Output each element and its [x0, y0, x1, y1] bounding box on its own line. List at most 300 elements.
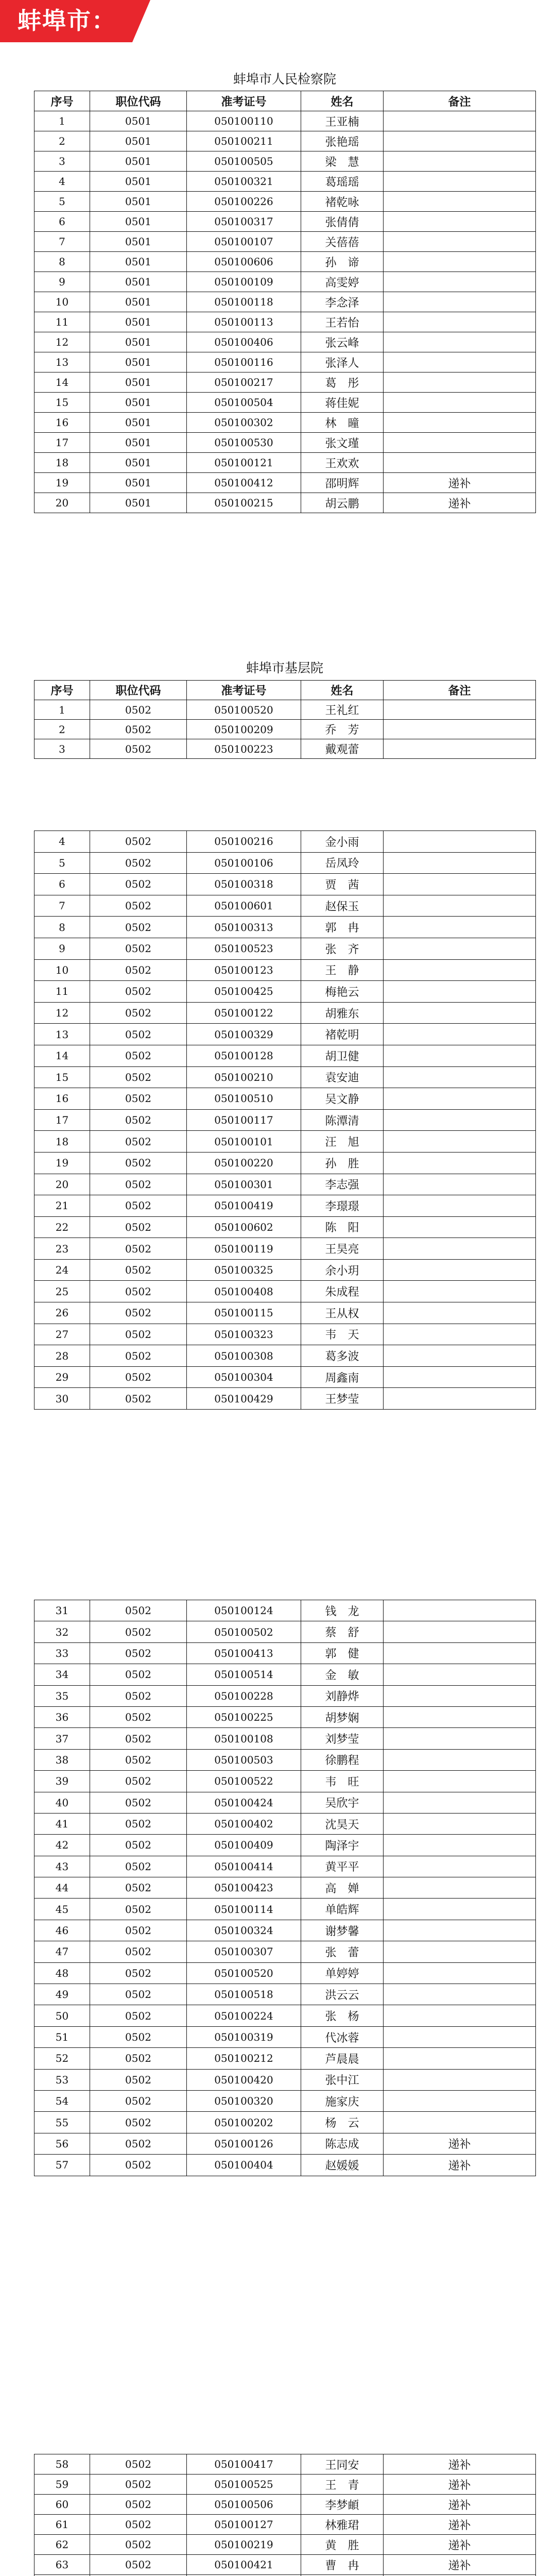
cell-seq: 24 — [34, 1259, 90, 1281]
cell-note: 递补 — [384, 2495, 536, 2515]
cell-name: 李念泽 — [301, 292, 384, 312]
cell-seq: 56 — [34, 2133, 90, 2154]
table-row — [34, 1792, 536, 1813]
cell-exam: 050100228 — [187, 1685, 301, 1706]
cell-code: 0502 — [90, 1749, 187, 1770]
cell-exam: 050100119 — [187, 1238, 301, 1260]
cell-note — [384, 1324, 536, 1345]
cell-code: 0502 — [90, 739, 187, 759]
cell-seq: 31 — [34, 1600, 90, 1621]
cell-seq: 10 — [34, 292, 90, 312]
cell-code: 0501 — [90, 332, 187, 352]
table-row — [34, 1366, 536, 1388]
cell-code: 0502 — [90, 1621, 187, 1642]
cell-seq: 11 — [34, 312, 90, 332]
table-row — [34, 493, 536, 513]
cell-code: 0502 — [90, 1281, 187, 1302]
cell-exam: 050100317 — [187, 212, 301, 232]
cell-name: 施家庆 — [301, 2090, 384, 2111]
cell-name: 曹 冉 — [301, 2555, 384, 2575]
cell-code: 0502 — [90, 2090, 187, 2111]
cell-exam: 050100522 — [187, 1771, 301, 1792]
cell-note — [384, 1002, 536, 1024]
table-procuratorate — [34, 91, 536, 513]
cell-exam: 050100127 — [187, 2515, 301, 2535]
cell-code: 0502 — [90, 1600, 187, 1621]
cell-code: 0502 — [90, 2475, 187, 2495]
cell-note — [384, 1856, 536, 1877]
cell-name: 郭 健 — [301, 1642, 384, 1664]
cell-name: 汪 旭 — [301, 1131, 384, 1153]
cell-code: 0502 — [90, 1664, 187, 1685]
table-row — [34, 272, 536, 292]
cell-code: 0501 — [90, 393, 187, 413]
table-row — [34, 1002, 536, 1024]
cell-note — [384, 739, 536, 759]
cell-exam: 050100320 — [187, 2090, 301, 2111]
table-row — [34, 1642, 536, 1664]
cell-code: 0502 — [90, 2133, 187, 2154]
cell-note: 递补 — [384, 2475, 536, 2495]
table-row — [34, 131, 536, 151]
header-note: 备注 — [384, 681, 536, 700]
cell-note — [384, 252, 536, 272]
cell-name: 乔 芳 — [301, 720, 384, 739]
table-row — [34, 1045, 536, 1066]
cell-seq: 54 — [34, 2090, 90, 2111]
table-row — [34, 895, 536, 917]
table-row — [34, 1962, 536, 1984]
cell-note — [384, 1962, 536, 1984]
cell-note — [384, 1984, 536, 2005]
header-exam: 准考证号 — [187, 91, 301, 111]
cell-note — [384, 1685, 536, 1706]
cell-code: 0502 — [90, 1685, 187, 1706]
cell-name: 谢梦馨 — [301, 1920, 384, 1941]
cell-code: 0501 — [90, 131, 187, 151]
cell-note — [384, 1664, 536, 1685]
cell-name: 刘梦莹 — [301, 1728, 384, 1749]
cell-exam: 050100225 — [187, 1706, 301, 1727]
table-row — [34, 1324, 536, 1345]
table-row — [34, 1345, 536, 1367]
cell-seq: 20 — [34, 493, 90, 513]
cell-note — [384, 292, 536, 312]
cell-exam: 050100425 — [187, 981, 301, 1003]
cell-code: 0502 — [90, 1302, 187, 1324]
table-header-row — [34, 91, 536, 111]
cell-exam: 050100318 — [187, 874, 301, 895]
cell-exam: 050100216 — [187, 831, 301, 853]
cell-exam: 050100413 — [187, 1642, 301, 1664]
cell-name: 赵保玉 — [301, 895, 384, 917]
cell-exam: 050100308 — [187, 1345, 301, 1367]
cell-exam: 050100409 — [187, 1835, 301, 1856]
cell-code: 0502 — [90, 1066, 187, 1088]
cell-name: 刘静烨 — [301, 1685, 384, 1706]
cell-exam: 050100429 — [187, 1388, 301, 1410]
table-row — [34, 332, 536, 352]
cell-name: 金小雨 — [301, 831, 384, 853]
cell-name: 代冰蓉 — [301, 2026, 384, 2047]
cell-exam: 050100115 — [187, 1302, 301, 1324]
cell-code: 0502 — [90, 917, 187, 938]
cell-exam: 050100402 — [187, 1813, 301, 1834]
cell-code: 0502 — [90, 1259, 187, 1281]
cell-seq: 9 — [34, 272, 90, 292]
cell-seq: 50 — [34, 2005, 90, 2026]
cell-code: 0502 — [90, 1045, 187, 1066]
cell-note — [384, 111, 536, 131]
cell-seq: 17 — [34, 433, 90, 453]
cell-note — [384, 1941, 536, 1962]
cell-exam: 050100301 — [187, 1174, 301, 1195]
cell-exam: 050100217 — [187, 372, 301, 393]
cell-seq: 45 — [34, 1899, 90, 1920]
cell-note — [384, 1771, 536, 1792]
cell-exam: 050100110 — [187, 111, 301, 131]
cell-note — [384, 1706, 536, 1727]
table-row — [34, 1088, 536, 1110]
cell-exam: 050100329 — [187, 1024, 301, 1045]
cell-exam: 050100220 — [187, 1152, 301, 1174]
cell-seq: 15 — [34, 393, 90, 413]
cell-seq: 3 — [34, 739, 90, 759]
cell-exam: 050100408 — [187, 1281, 301, 1302]
cell-seq: 10 — [34, 959, 90, 981]
cell-exam: 050100602 — [187, 1216, 301, 1238]
header-code: 职位代码 — [90, 681, 187, 700]
cell-seq: 49 — [34, 1984, 90, 2005]
cell-name: 蒋佳妮 — [301, 393, 384, 413]
cell-name: 王礼红 — [301, 700, 384, 720]
table-row — [34, 1685, 536, 1706]
cell-note — [384, 1216, 536, 1238]
cell-code: 0502 — [90, 2555, 187, 2575]
cell-name: 陶泽宇 — [301, 1835, 384, 1856]
cell-name: 陈志成 — [301, 2133, 384, 2154]
cell-exam: 050100107 — [187, 232, 301, 252]
cell-exam: 050100123 — [187, 959, 301, 981]
cell-exam: 050100601 — [187, 895, 301, 917]
cell-code: 0502 — [90, 981, 187, 1003]
table-row — [34, 1835, 536, 1856]
cell-seq: 43 — [34, 1856, 90, 1877]
cell-code: 0502 — [90, 1216, 187, 1238]
cell-seq: 58 — [34, 2454, 90, 2475]
table-row — [34, 1920, 536, 1941]
section-title-procuratorate: 蚌埠市人民检察院 — [233, 72, 336, 87]
cell-exam: 050100523 — [187, 938, 301, 959]
cell-name: 芦晨晨 — [301, 2048, 384, 2069]
cell-note: 递补 — [384, 2515, 536, 2535]
cell-code: 0502 — [90, 1174, 187, 1195]
cell-exam: 050100124 — [187, 1600, 301, 1621]
cell-exam: 050100215 — [187, 493, 301, 513]
cell-name: 张艳瑶 — [301, 131, 384, 151]
table-row — [34, 2112, 536, 2133]
cell-name: 葛瑶瑶 — [301, 172, 384, 192]
table-row — [34, 1771, 536, 1792]
cell-code: 0501 — [90, 312, 187, 332]
cell-seq: 32 — [34, 1621, 90, 1642]
cell-name: 王梦莹 — [301, 1388, 384, 1410]
cell-exam: 050100404 — [187, 2155, 301, 2176]
cell-seq: 55 — [34, 2112, 90, 2133]
table-row — [34, 739, 536, 759]
cell-note: 递补 — [384, 2555, 536, 2575]
cell-exam: 050100520 — [187, 1962, 301, 1984]
cell-seq: 19 — [34, 1152, 90, 1174]
cell-note — [384, 312, 536, 332]
cell-note — [384, 1109, 536, 1131]
cell-code: 0502 — [90, 1195, 187, 1217]
section-title-grassroots: 蚌埠市基层院 — [246, 660, 323, 675]
table-row — [34, 453, 536, 473]
header-note: 备注 — [384, 91, 536, 111]
cell-name: 葛多波 — [301, 1345, 384, 1367]
cell-seq: 5 — [34, 192, 90, 212]
cell-exam: 050100506 — [187, 2495, 301, 2515]
cell-code: 0501 — [90, 111, 187, 131]
cell-note — [384, 1238, 536, 1260]
cell-seq: 29 — [34, 1366, 90, 1388]
cell-note — [384, 433, 536, 453]
header-name: 姓名 — [301, 681, 384, 700]
table-row — [34, 917, 536, 938]
cell-note — [384, 413, 536, 433]
cell-name: 余小玥 — [301, 1259, 384, 1281]
cell-seq: 16 — [34, 1088, 90, 1110]
table-row — [34, 2005, 536, 2026]
cell-name: 单婷婷 — [301, 1962, 384, 1984]
table-row — [34, 938, 536, 959]
cell-name: 贾 茜 — [301, 874, 384, 895]
cell-seq: 35 — [34, 1685, 90, 1706]
cell-seq: 2 — [34, 720, 90, 739]
cell-note — [384, 959, 536, 981]
cell-code: 0502 — [90, 2495, 187, 2515]
cell-seq: 6 — [34, 212, 90, 232]
cell-exam: 050100321 — [187, 172, 301, 192]
cell-seq: 21 — [34, 1195, 90, 1217]
header-seq: 序号 — [34, 681, 90, 700]
cell-code: 0502 — [90, 1642, 187, 1664]
cell-code: 0502 — [90, 1792, 187, 1813]
table-row — [34, 212, 536, 232]
cell-code: 0502 — [90, 1899, 187, 1920]
cell-seq: 19 — [34, 473, 90, 493]
cell-code: 0501 — [90, 453, 187, 473]
cell-name: 胡雅东 — [301, 1002, 384, 1024]
cell-code: 0502 — [90, 1024, 187, 1045]
cell-seq: 27 — [34, 1324, 90, 1345]
cell-code: 0502 — [90, 1002, 187, 1024]
cell-note — [384, 1152, 536, 1174]
cell-note — [384, 151, 536, 172]
cell-code: 0502 — [90, 938, 187, 959]
cell-code: 0502 — [90, 1324, 187, 1345]
cell-seq: 22 — [34, 1216, 90, 1238]
cell-name: 孙 胜 — [301, 1152, 384, 1174]
cell-note — [384, 1259, 536, 1281]
cell-code: 0502 — [90, 2026, 187, 2047]
cell-note — [384, 212, 536, 232]
cell-seq: 20 — [34, 1174, 90, 1195]
cell-exam: 050100117 — [187, 1109, 301, 1131]
cell-seq: 41 — [34, 1813, 90, 1834]
cell-exam: 050100209 — [187, 720, 301, 739]
table-row — [34, 2475, 536, 2495]
table-row — [34, 1174, 536, 1195]
cell-seq: 11 — [34, 981, 90, 1003]
cell-exam: 050100116 — [187, 352, 301, 372]
cell-code: 0501 — [90, 493, 187, 513]
cell-seq: 25 — [34, 1281, 90, 1302]
cell-code: 0502 — [90, 2048, 187, 2069]
cell-code: 0502 — [90, 1771, 187, 1792]
table-row — [34, 2495, 536, 2515]
table-row — [34, 1621, 536, 1642]
cell-exam: 050100421 — [187, 2555, 301, 2575]
cell-note — [384, 938, 536, 959]
cell-exam: 050100503 — [187, 1749, 301, 1770]
cell-name: 单皓辉 — [301, 1899, 384, 1920]
cell-seq: 1 — [34, 111, 90, 131]
cell-name: 梁 慧 — [301, 151, 384, 172]
cell-code: 0502 — [90, 1941, 187, 1962]
cell-name: 张中江 — [301, 2069, 384, 2090]
cell-name: 金 敏 — [301, 1664, 384, 1685]
header-seq: 序号 — [34, 91, 90, 111]
cell-code: 0501 — [90, 433, 187, 453]
table-header-row — [34, 681, 536, 700]
cell-exam: 050100226 — [187, 192, 301, 212]
table-row — [34, 2454, 536, 2475]
cell-name: 洪云云 — [301, 1984, 384, 2005]
cell-seq: 5 — [34, 852, 90, 874]
cell-note — [384, 1749, 536, 1770]
cell-name: 黄平平 — [301, 1856, 384, 1877]
cell-seq: 7 — [34, 895, 90, 917]
cell-name: 王 青 — [301, 2475, 384, 2495]
table-row — [34, 393, 536, 413]
cell-note — [384, 1281, 536, 1302]
cell-name: 沈昊天 — [301, 1813, 384, 1834]
cell-note: 递补 — [384, 493, 536, 513]
cell-name: 张泽人 — [301, 352, 384, 372]
cell-seq: 51 — [34, 2026, 90, 2047]
cell-note: 递补 — [384, 2133, 536, 2154]
cell-exam: 050100202 — [187, 2112, 301, 2133]
cell-code: 0502 — [90, 2535, 187, 2555]
cell-code: 0501 — [90, 272, 187, 292]
cell-name: 李璟璟 — [301, 1195, 384, 1217]
table-row — [34, 2535, 536, 2555]
cell-exam: 050100304 — [187, 1366, 301, 1388]
cell-seq: 14 — [34, 372, 90, 393]
cell-note: 递补 — [384, 2535, 536, 2555]
header-exam: 准考证号 — [187, 681, 301, 700]
cell-code: 0502 — [90, 1877, 187, 1899]
table-row — [34, 1131, 536, 1153]
cell-code: 0502 — [90, 1088, 187, 1110]
cell-note: 递补 — [384, 473, 536, 493]
cell-exam: 050100412 — [187, 473, 301, 493]
cell-exam: 050100419 — [187, 1195, 301, 1217]
cell-seq: 18 — [34, 1131, 90, 1153]
table-row — [34, 1238, 536, 1260]
cell-name: 张 蕾 — [301, 1941, 384, 1962]
cell-seq: 33 — [34, 1642, 90, 1664]
cell-seq: 15 — [34, 1066, 90, 1088]
cell-note — [384, 372, 536, 393]
cell-note — [384, 895, 536, 917]
cell-code: 0502 — [90, 1388, 187, 1410]
cell-note — [384, 453, 536, 473]
cell-name: 韦 旺 — [301, 1771, 384, 1792]
cell-code: 0502 — [90, 1131, 187, 1153]
cell-note — [384, 1920, 536, 1941]
cell-seq: 4 — [34, 172, 90, 192]
cell-note — [384, 1345, 536, 1367]
cell-seq: 44 — [34, 1877, 90, 1899]
cell-note — [384, 1600, 536, 1621]
cell-note — [384, 700, 536, 720]
cell-seq: 61 — [34, 2515, 90, 2535]
cell-name: 林 曈 — [301, 413, 384, 433]
cell-name: 韦 天 — [301, 1324, 384, 1345]
cell-name: 钱 龙 — [301, 1600, 384, 1621]
table-row — [34, 2515, 536, 2535]
cell-name: 关蓓蓓 — [301, 232, 384, 252]
cell-note — [384, 831, 536, 853]
cell-code: 0502 — [90, 831, 187, 853]
table-row — [34, 1664, 536, 1685]
table-row — [34, 413, 536, 433]
table-row — [34, 959, 536, 981]
cell-exam: 050100504 — [187, 393, 301, 413]
cell-seq: 63 — [34, 2555, 90, 2575]
table-row — [34, 831, 536, 853]
cell-seq: 13 — [34, 352, 90, 372]
table-row — [34, 1856, 536, 1877]
cell-seq: 47 — [34, 1941, 90, 1962]
cell-name: 郭 冉 — [301, 917, 384, 938]
cell-code: 0502 — [90, 2005, 187, 2026]
cell-code: 0502 — [90, 2454, 187, 2475]
cell-exam: 050100126 — [187, 2133, 301, 2154]
cell-name: 杨 云 — [301, 2112, 384, 2133]
cell-code: 0501 — [90, 172, 187, 192]
cell-name: 陈潭清 — [301, 1109, 384, 1131]
table-row — [34, 1813, 536, 1834]
cell-code: 0502 — [90, 1813, 187, 1834]
cell-name: 吴文静 — [301, 1088, 384, 1110]
cell-code: 0502 — [90, 700, 187, 720]
cell-note — [384, 232, 536, 252]
cell-name: 胡云鹏 — [301, 493, 384, 513]
cell-note — [384, 172, 536, 192]
cell-name: 邵明辉 — [301, 473, 384, 493]
cell-code: 0502 — [90, 852, 187, 874]
cell-seq: 1 — [34, 700, 90, 720]
cell-name: 张倩倩 — [301, 212, 384, 232]
cell-seq: 36 — [34, 1706, 90, 1727]
cell-exam: 050100505 — [187, 151, 301, 172]
cell-code: 0502 — [90, 2069, 187, 2090]
cell-name: 王从权 — [301, 1302, 384, 1324]
